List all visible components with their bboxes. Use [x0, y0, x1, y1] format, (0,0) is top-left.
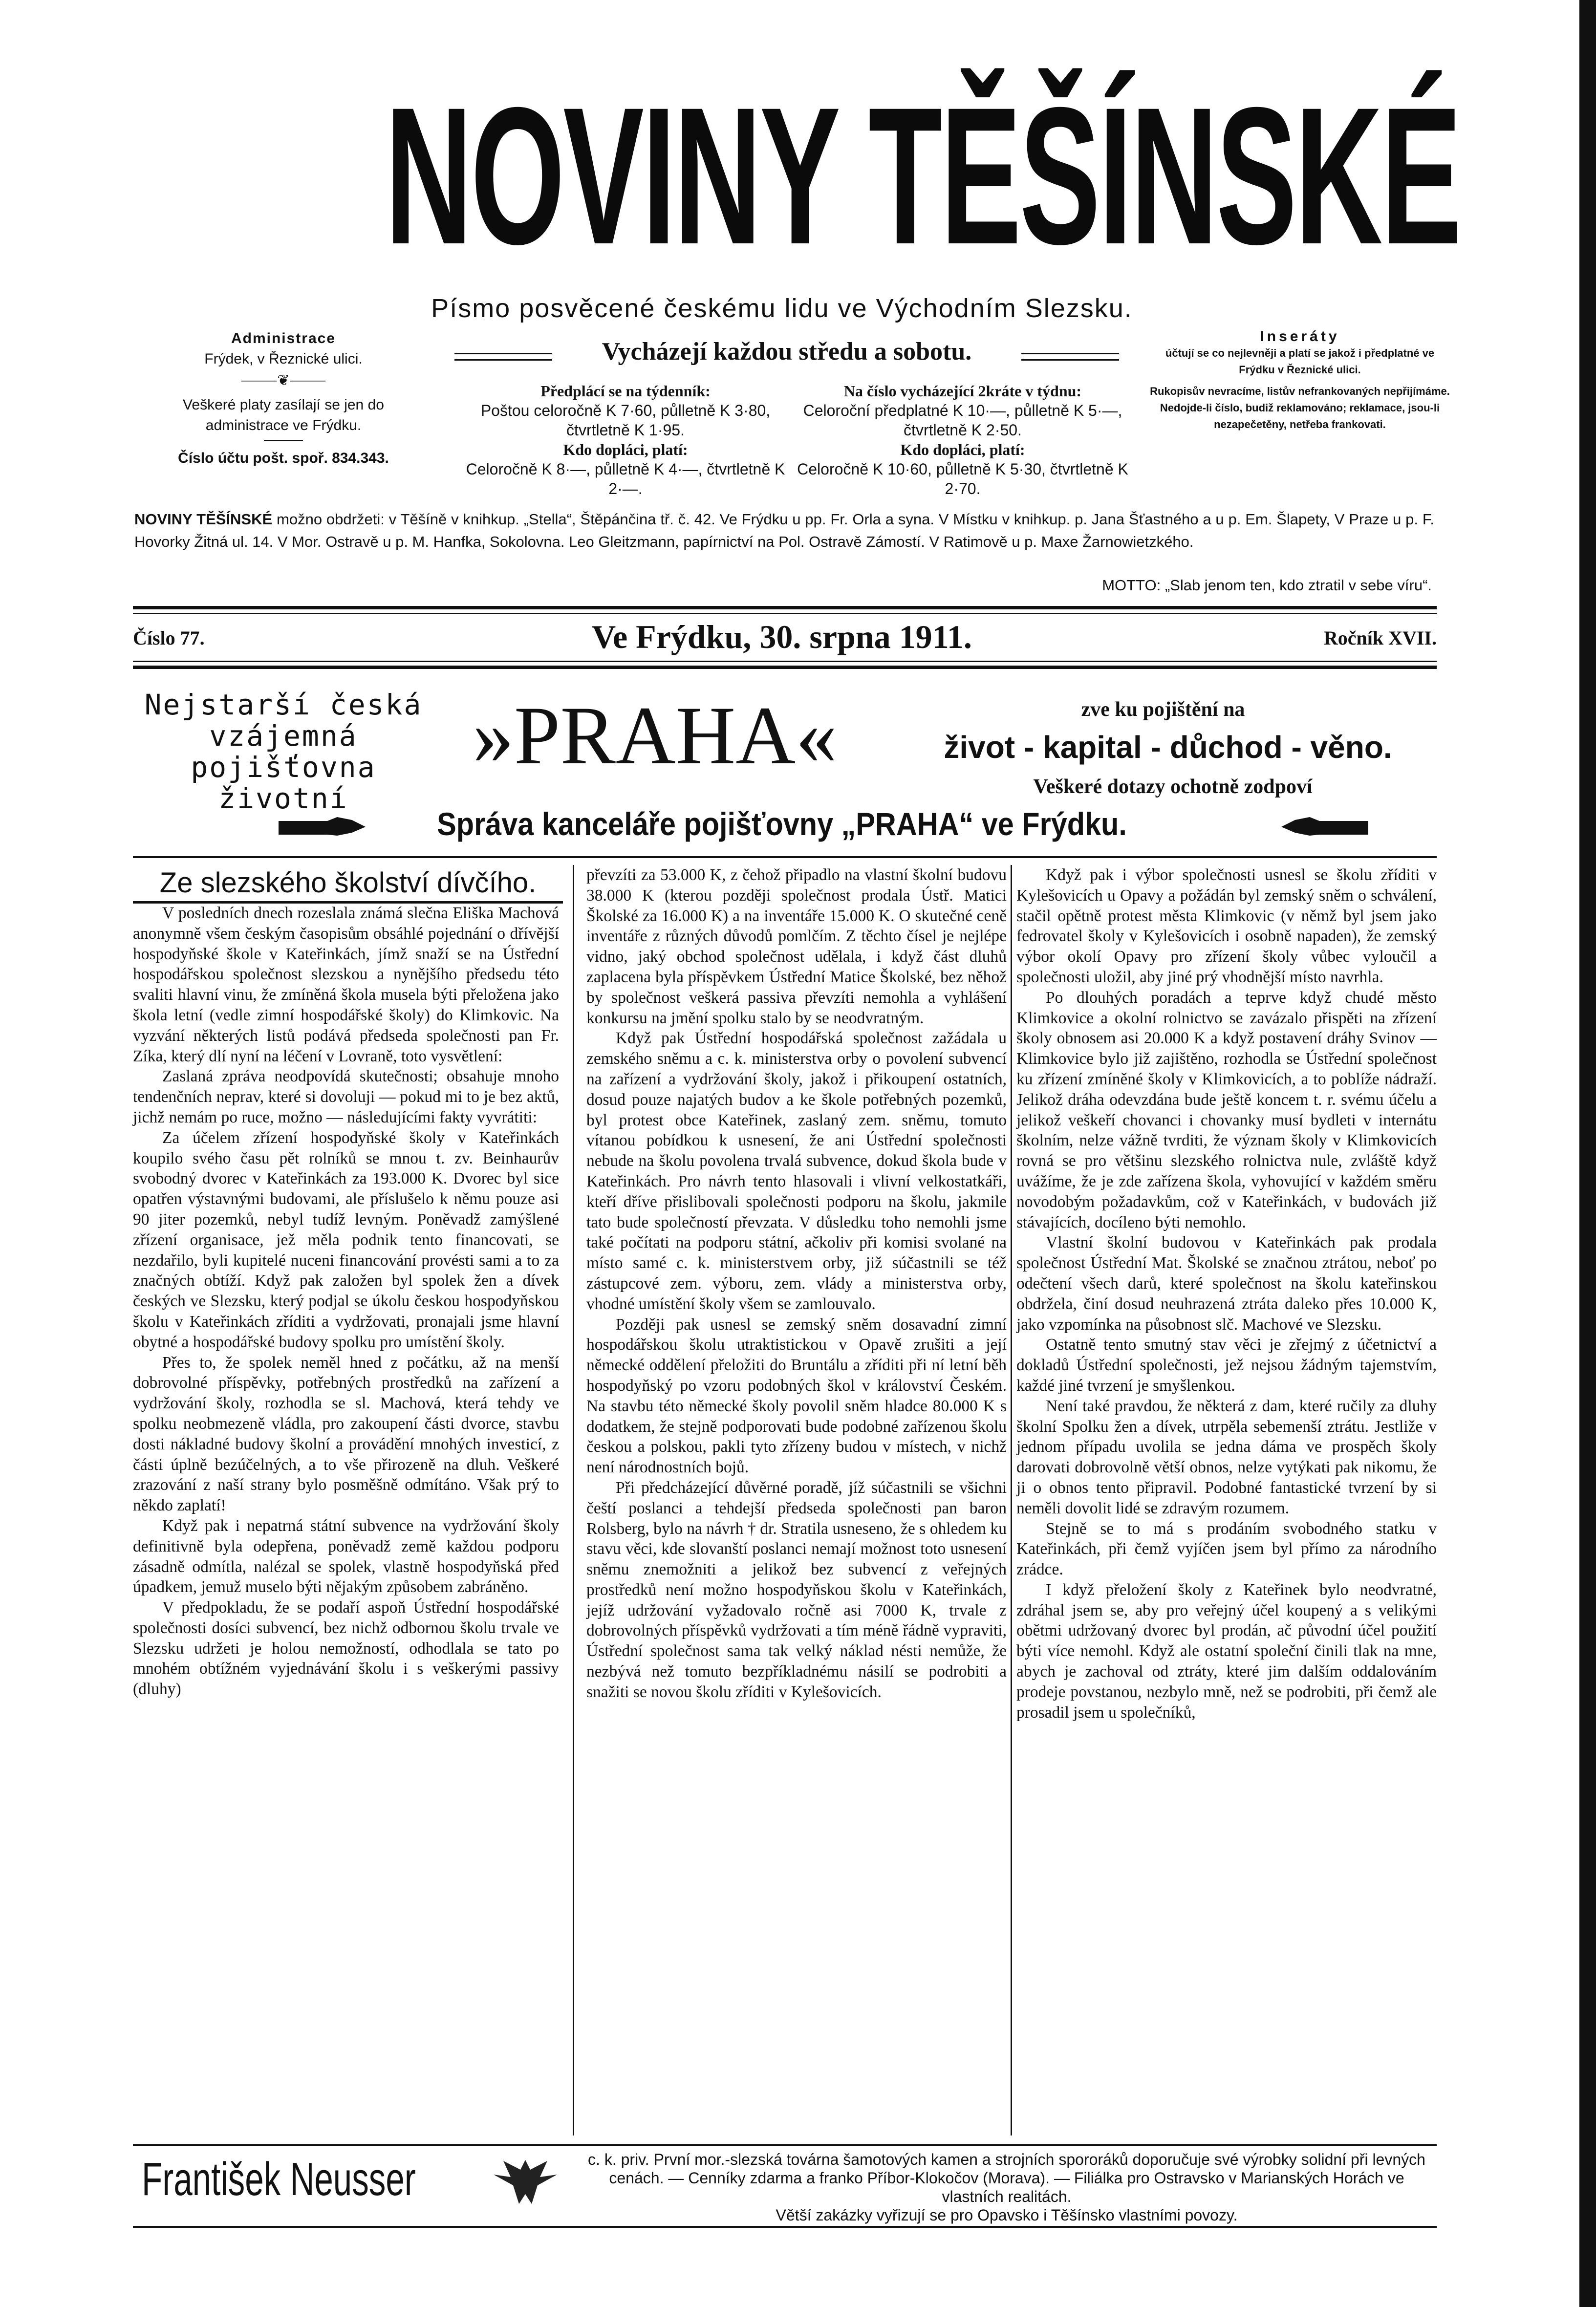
paragraph: Při předcházející důvěrné poradě, jíž súčastnili se všichni čeští poslanci a tehdejší předseda společnosti pan baron Rolsberg, bylo na návrh † dr. Stratila usneseno, že s ohledem ku stavu věci, kde slovanští poslanci nemají možnost toto usnesení sněmu znemožniti a jelikož bez subvencí z veřejných prostředků není možno hospodyňskou školu v Kateřinkách, jejíž udržování vyžadovalo ročně asi 7000 K, trvale z dobrovolných příspěvků vydržovati a tím méně řádně vypraviti, Ústřední společnost sama tak velký náklad nésti nemůže, že nezbývá než tomuto bezpříkladnému násilí se podrobiti a snažiti se novou školu zříditi v Kylešovicích. [586, 1478, 1007, 1701]
distribution-info [134, 508, 1434, 553]
issue-year: Ročník XVII. [1323, 627, 1437, 649]
paragraph: Za účelem zřízení hospodyňské školy v Kateřinkách koupilo svého času pět rolníků se mnou t. zv. Beinhaurův svobodný dvorec v Kateřinkách za 193.000 K. Dvorec byl sice opatřen výstavnými budovami, ale příslušelo k němu pouze asi 90 jiter pozemků, nebyl tudíž levným. Poněvadž zamýšlené zřízení organisace, jež měla podnik tento financovati, se nezdařilo, byli kupitelé nuceni financování provésti sami a to za značných obtíží. Když pak založen byl spolek žen a dívek českých ve Slezsku, který podjal se úkolu českou hospodyňskou školu v Kateřinkách zříditi a vydržovati, pronajali jsme hlavní obytné a hospodářské budovy spolku pro umístění školy. [133, 1128, 559, 1351]
header-rule [133, 613, 1437, 614]
header-rule [133, 661, 1437, 662]
paragraph: Později pak usnesl se zemský sněm dosavadní zimní hospodářskou školu utraktistickou v Opavě zrušiti a její německé oddělení přeložiti do Bruntálu a zříditi při ní letní běh hospodyňský po vzoru podobných škol v království Českém. Na stavbu této německé školy povolil sněm hladce 80.000 K s dodatkem, že stejně podporovati bude podobné zařízenou školu českou a polskou, pakli tyto zřízeny budou v místech, v nichž není národnostních bojů. [586, 1315, 1007, 1477]
bottom-ad-line2: Větší zakázky vyřizují se pro Opavsko i Těšínsko vlastními povozy. [776, 2206, 1238, 2224]
subscription-heading: Předplácí se na týdenník: [540, 382, 711, 400]
pointing-hand-icon [1280, 817, 1368, 839]
paragraph: Ostatně tento smutný stav věci je zřejmý z účetnictví a dokladů Ústřední společnosti, jež nejsou žádným tajemstvím, každé jiné tvrzení je smyšlenkou. [1016, 1336, 1437, 1395]
distribution-text: možno obdržeti: v Těšíně v knihkup. „Stella“, Štěpánčina tř. č. 42. Ve Frýdku u pp. Fr. Orla a syna. V Místku v knihkup. p. Jana Šťastného a u p. Em. Šlapety, V Praze u p. F. Hovorky Žitná ul. 14. V Mor. Ostravě u p. M. Hanfka, Sokolovna. Leo Gleitzmann, papírnictví na Pol. Ostravě Zámostí. V Ratimově u p. Maxe Žarnowietzkého. [134, 511, 1434, 550]
issue-date: Ve Frýdku, 30. srpna 1911. [592, 618, 972, 655]
ad-right-bottom: Veškeré dotazy ochotně zodpoví [1033, 776, 1313, 798]
decorative-rule [1021, 353, 1119, 361]
paragraph: Vlastní školní budovou v Kateřinkách pak prodala společnost Ústřední Mat. Školské se značnou ztrátou, neboť po odečtení všech darů, které společnost na školu kateřinskou obdržela, činí dosud neuhrazená ztráta daleko přes 10.000 K, jako vzpomínka na působnost slč. Machové ve Slezsku. [1016, 1233, 1437, 1334]
paragraph: Po dlouhých poradách a teprve když chudé město Klimkovice a okolní rolnictvo se zavázalo přispěti na zřízení školy obnosem asi 20.000 K a když postavení dráhy Svinov — Klimkovice bylo již zajištěno, rozhodla se Ústřední společnost ku zřízení zmíněné školy v Klimkovicích, a to poblíže nádraží. Jelikož dráha odevzdána bude ještě koncem t. r. svému účelu a jelikož veškeří chovanci i chovanky musí bydleti v internátu školním, nelze vážně tvrditi, že význam školy v Klimkovicích rovná se pro většinu slezského rolnictva nule, zvláště když uvážíme, že je zde zařízena škola, vyhovující v každém směru novodobým požadavkům, což v Kateřinkách, v budovách již stávajících, docíleno býti nemohlo. [1016, 988, 1437, 1231]
paragraph: I když přeložení školy z Kateřinek bylo neodvratné, zdráhal jsem se, aby pro veřejný účel koupený a s velikými obětmi udržovaný dvorec byl prodán, ač původní účel použití býti více nemohl. Když ale ostatní společní činili tlak na mne, abych je zachoval od ztráty, které jim dalším oddalováním prodeje povstanou, nezbylo mně, než se podrobiti, při čemž ale prosadil jsem u společníků, [1016, 1580, 1437, 1722]
bottom-ad-name: František Neusser [142, 2153, 416, 2205]
masthead-subtitle: Písmo posvěcené českému lidu ve Východním Slezsku. [431, 294, 1133, 323]
ad-rule [133, 856, 1437, 858]
paragraph: V posledních dnech rozeslala známá slečna Eliška Machová anonymně všem českým časopisům obsáhlé pojednání o dřívější hospodyňské škole v Kateřinkách, jímž snaží se na Ústřední hospodářskou společnost slezskou a nynějšího předsedu této svaliti hlavní vinu, že zmíněná škola musela býti přeložena jako škola letní (vedle zimní hospodářské školy) do Klimkovic. Na vyzvání některých listů podává předseda společnosti pan Fr. Zíka, který dlí nyní na léčení v Lovraně, toto vysvětlení: [133, 904, 559, 1065]
paragraph: převzíti za 53.000 K, z čehož připadlo na vlastní školní budovu 38.000 K (kterou později společnost prodala Ústř. Matici Školské za 16.000 K) a na inventáře 15.000 K. O skutečné ceně inventáře z různých důvodů pomlčím. Z těchto čísel je nejlépe vidno, jaký obchod společnost udělala, i když část dluhů zaplacena byla příspěvkem Ústřední Matice Školské, bez něhož by společnost veškerá passiva převzíti nemohla a vyhlášení konkursu na jmění spolku stalo by se neodvratným. [586, 866, 1007, 1027]
twice-weekly-heading: Na číslo vycházející 2kráte v týdnu: [843, 382, 1082, 400]
motto: MOTTO: „Slab jenom ten, kdo ztratil v sebe víru“. [1102, 577, 1432, 594]
paragraph: Když pak i nepatrná státní subvence na vydržování školy definitivně byla odepřena, poněvadž země každou podporu zásadně odmítla, nalézal se spolek, vlastně hospodyňská před úpadkem, jemuž muselo býti nějakým způsobem zabráněno. [133, 1516, 559, 1596]
paragraph: Není také pravdou, že některá z dam, které ručily za dluhy školní Spolku žen a dívek, utrpěla sebemenší ztrátu. Jestliže v jednom případu uvolila se jedna dáma ve prospěch školy darovati dobrovolně větší obnos, nelze vytýkati pak nikomu, že ji o obnos tento připravil. Podobné fantastické tvrzení by si neměli dovolit lidé se zdravým rozumem. [1016, 1397, 1437, 1517]
inserts-manuscripts: Rukopisův nevracíme, listův nefrankovaných nepřijímáme. Nedojde-li číslo, budiž reklamováno; reklamace, jsou-li nezapečetěny, netřeba frankovati. [1150, 385, 1450, 431]
publication-frequency: Vycházejí každou středu a sobotu. [602, 338, 972, 366]
masthead-title: NOVINY TĚŠÍNSKÉ [385, 66, 1460, 285]
paragraph: Když pak Ústřední hospodářská společnost zažádala u zemského sněmu a c. k. ministerstva orby o povolení subvencí na zařízení a vydržování školy, jakož i přikoupení ostatních, dosud pouze najatých budov a ke škole potřebných pozemků, byl protest obce Kateřinek, zaslaný zem. sněmu, tomuto vítanou pobídkou k usnesení, že ani Ústřední společnosti nebude na školu povolena trvalá subvence, dokud škola bude v Kateřinkách. Pro návrh tento hlasovali i vlivní velkostatkáři, kteří dříve přislibovali společnosti podporu na školu, jakmile tato bude společností převzata. V důsledku toho nemohli jsme také počítati na podporu státní, ačkoliv při komisi svolané na místo samé c. k. ministerstvem orby, již súčastnili se též zástupcové zem. výboru, zem. vlády a ministerstva orby, vhodné umístění školy všem se zamlouvalo. [586, 1029, 1007, 1313]
paragraph: Stejně se to má s prodáním svobodného statku v Kateřinkách, při čemž vyjíčen jsem byl přímo za národního zrádce. [1016, 1519, 1437, 1579]
administration-heading: Administrace [231, 330, 336, 346]
distribution-lead: NOVINY TĚŠÍNSKÉ [134, 511, 273, 528]
bottom-ad-rule [133, 2226, 1437, 2228]
ad-office-line: Správa kanceláře pojišťovny „PRAHA“ ve Frýdku. [437, 806, 1127, 842]
issue-number: Číslo 77. [133, 627, 205, 649]
column-rule [1011, 865, 1012, 2135]
eagle-emblem-icon [489, 2155, 562, 2209]
twice-weekly-block [792, 381, 1134, 498]
ad-right-top: zve ku pojištění na [1081, 698, 1245, 721]
paragraph: Přes to, že spolek neměl hned z počátku, až na menší dobrovolné příspěvky, potřebných prostředků na zařízení a vydržování školy, rozhodla se sl. Machová, která tehdy ve spolku neobmezeně vládla, pro zakoupení části dvorce, stavbu dosti nákladné budovy školní a provádění mnohých investicí, z části úplně bezúčelných, a to vše přirozeně na dluh. Veškeré zrazování z naší strany bylo posměšně odmítáno. Však prý to někdo zaplatí! [133, 1353, 559, 1515]
page-edge [1579, 0, 1596, 2307]
bottom-ad-text [577, 2150, 1437, 2224]
ornament-icon: ⸻❦⸻ [240, 372, 326, 388]
article-column-2 [586, 865, 1007, 1703]
subscription-post: Poštou celoročně K 7·60, půlletně K 3·80, čtvrtletně K 1·95. [480, 402, 771, 439]
subscription-local: Celoročně K 8·—, půlletně K 4·—, čtvrtletně K 2·—. [466, 460, 785, 497]
subscription-local-heading: Kdo dopláci, platí: [563, 441, 688, 458]
header-rule [133, 606, 1437, 609]
bottom-ad-rule [133, 2144, 1437, 2146]
bottom-ad-line1: c. k. priv. První mor.-slezská továrna šamotových kamen a strojních spororáků doporučuje své výrobky solidní při levných cenách. — Cenníky zdarma a franko Příbor-Klokočov (Morava). — Filiálka pro Ostravsko v Marianských Horách ve vlastních realitách. [588, 2151, 1425, 2205]
twice-weekly-annual: Celoroční předplatné K 10·—, půlletně K 5·—, čtvrtletně K 2·50. [803, 402, 1122, 439]
subscription-block [464, 381, 787, 498]
ad-left-text: Nejstarší česká vzájemná pojišťovna životní [144, 688, 423, 815]
administration-address: Frýdek, v Řeznické ulici. [204, 351, 363, 367]
administration-payments: Veškeré platy zasílají se jen do administrace ve Frýdku. [183, 397, 384, 433]
article-column-3 [1016, 865, 1437, 1723]
inserts-block [1148, 328, 1451, 433]
inserts-pricing: účtují se co nejlevněji a platí se jakož i předplatné ve Frýdku v Řeznické ulici. [1165, 347, 1435, 376]
paragraph: Zaslaná zpráva neodpovídá skutečnosti; obsahuje mnoho tendenčních neprav, které si dovoluji — pokud mi to je bez aktů, jichž nemám po ruce, možno — následujícími fakty vyvrátiti: [133, 1067, 559, 1126]
ad-praha-name: »PRAHA« [472, 690, 838, 781]
postal-account: Číslo účtu pošt. spoř. 834.343. [178, 450, 389, 466]
inserts-heading: Inseráty [1260, 328, 1340, 345]
header-rule [133, 666, 1437, 669]
paragraph: V předpokladu, že se podaří aspoň Ústřední hospodářské společnosti dosíci subvencí, bez nichž odbornou školu trvale ve Slezsku udržeti je holou nemožností, odhodlala se tato po mnohém obtížném vyjednávání školu i s veškerými passivy (dluhy) [133, 1598, 559, 1699]
twice-weekly-local: Celoročně K 10·60, půlletně K 5·30, čtvrtletně K 2·70. [797, 460, 1128, 497]
paragraph: Když pak i výbor společnosti usnesl se školu zříditi v Kylešovicích u Opavy a požádán byl zemský sněm o schválení, stačil opětně protest města Klimkovic (v němž byl jsem jako fedrovatel školy v Kylešovicích i osobně napaden), že zemský výbor okolí Opavy pro zřízení školy vůbec vyloučil a společnosti uložil, aby jiné prý vhodnější místo navrhla. [1016, 866, 1437, 986]
administration-block [147, 328, 420, 469]
column-rule [573, 865, 574, 2135]
ad-right-main: život - kapital - důchod - věno. [944, 730, 1392, 765]
article-title: Ze slezského školství dívčího. [133, 865, 563, 904]
article-column-1 [133, 903, 559, 1700]
twice-weekly-local-heading: Kdo dopláci, platí: [900, 441, 1025, 458]
separator [264, 440, 303, 441]
